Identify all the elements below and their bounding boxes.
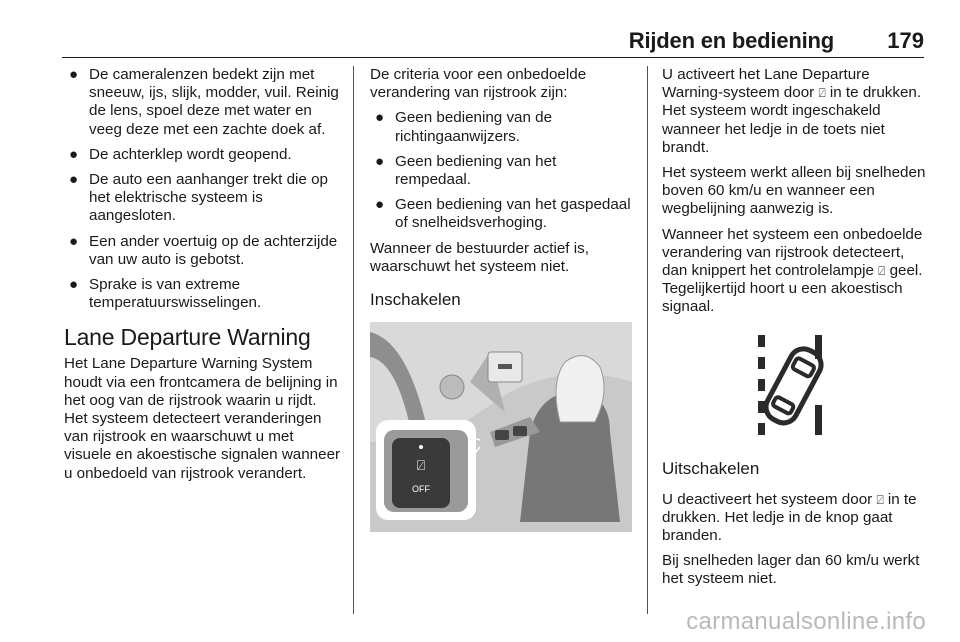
lane-departure-warning-icon <box>662 333 924 437</box>
chapter-title: Rijden en bediening <box>628 28 834 53</box>
speed-condition-text: Het systeem werkt alleen bij snelheden boven 60 km/u en wanneer een wegbelijning aanwezig is. <box>662 164 926 218</box>
list-item: ● Geen bediening van het gaspedaal of snelheidsverhoging. <box>375 196 631 232</box>
column-divider-2 <box>647 66 648 614</box>
section-text: Het Lane Departure Warning System houdt via een frontcamera de belijning in het oog van de rijstrook waarin u rijdt. Het systeem detecteert veranderingen van rijstrook en waarschuwt u met visuele en akoestische signalen wanneer u onbedoeld van rijstrook verandert. <box>64 355 341 482</box>
driver-active-text: Wanneer de bestuurder actief is, waarschuwt het systeem niet. <box>370 239 589 275</box>
warning-text: Wanneer het systeem een onbedoelde verandering van rijstrook detecteert, dan knippert het controlelampje ⍁ geel. Tegelijkertijd hoort u een akoestisch signaal. <box>662 225 923 316</box>
activation-text: U activeert het Lane Departure Warning-systeem door ⍁ in te drukken. Het systeem wordt ingeschakeld wanneer het ledje in de toets niet brandt. <box>662 66 922 156</box>
subsection-title-uitschakelen: Uitschakelen <box>662 458 760 478</box>
low-speed-text: Bij snelheden lager dan 60 km/u werkt het systeem niet. <box>662 552 920 588</box>
header-rule <box>62 57 924 58</box>
bullet-icon: ● <box>375 196 385 214</box>
bullet-icon: ● <box>69 276 79 294</box>
bullet-icon: ● <box>69 171 79 189</box>
lane-departure-icon: ⍁ <box>876 492 884 507</box>
camera-conditions-list <box>64 66 344 312</box>
off-button-label: OFF <box>412 484 430 495</box>
deactivation-text: U deactiveert het systeem door ⍁ in te drukken. Het ledje in de knop gaat branden. <box>662 490 917 545</box>
criteria-list <box>370 109 636 232</box>
bullet-icon: ● <box>69 145 79 163</box>
list-item: ● De cameralenzen bedekt zijn met sneeuw, ijs, slijk, modder, vuil. Reinig de lens, spoel deze met water en veeg deze met een zachte doek af. <box>69 66 339 138</box>
watermark: carmanualsonline.info <box>686 608 926 635</box>
column-divider-1 <box>353 66 354 614</box>
list-item: ● Sprake is van extreme temperatuurswisselingen. <box>69 276 262 312</box>
list-item: ● Geen bediening van het rempedaal. <box>375 152 557 189</box>
page-number: 179 <box>887 28 924 53</box>
section-title: Lane Departure Warning <box>64 324 311 351</box>
list-item: ● Geen bediening van de richtingaanwijzers. <box>375 109 553 145</box>
list-item: ● Een ander voertuig op de achterzijde van uw auto is gebotst. <box>69 232 338 268</box>
column-1 <box>64 66 344 490</box>
lane-departure-icon: ⍁ <box>818 86 826 101</box>
subsection-title-inschakelen: Inschakelen <box>370 290 461 310</box>
criteria-intro: De criteria voor een onbedoelde verandering van rijstrook zijn: <box>370 66 587 102</box>
bullet-icon: ● <box>69 66 79 83</box>
svg-text:⍁: ⍁ <box>416 458 426 475</box>
column-2 <box>370 66 636 532</box>
column-3 <box>662 66 928 596</box>
bullet-icon: ● <box>375 152 385 170</box>
dashboard-photo <box>370 322 632 532</box>
bullet-icon: ● <box>375 109 385 127</box>
lane-departure-icon: ⍁ <box>878 264 886 279</box>
list-item: ● De achterklep wordt geopend. <box>69 145 292 163</box>
bullet-icon: ● <box>69 232 79 250</box>
page-header <box>0 28 960 56</box>
list-item: ● De auto een aanhanger trekt die op het elektrische systeem is aangesloten. <box>69 171 328 225</box>
